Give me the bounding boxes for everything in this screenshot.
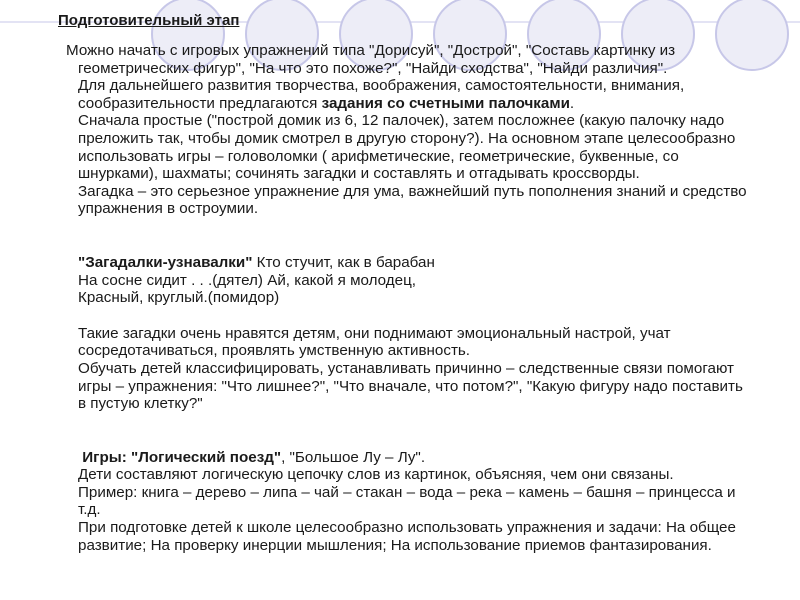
intro-paragraph: Можно начать с игровых упражнений типа "Дорисуй", "Дострой", "Составь картинку из геометрических фигур", "На что это похоже?", "Найди сходства", "Найди различия".: [66, 42, 676, 77]
puzzles-paragraph: Сначала простые ("построй домик из 6, 12 палочек), затем посложнее (какую палочку надо преложить так, чтобы домик смотрел в другую сторону?). На основном этапе целесообразно использовать игры – головоломки ( арифметические, геометрические, буквенные, со шнурками), шахматы; сочинять загадки и составлять и отгадывать кроссворды.: [78, 112, 736, 183]
slide-title: Подготовительный этап: [58, 12, 240, 29]
counting-sticks-paragraph: [78, 77, 748, 112]
school-paragraph: При подготовке детей к школе целесообразно использовать упражнения и задачи: На общее развитие; На проверку инерции мышления; На использование приемов фантазирования.: [78, 519, 736, 554]
classify-paragraph: Обучать детей классифицировать, устанавливать причинно – следственные связи помогают игры – упражнения: "Что лишнее?", "Что вначале, что потом?", "Какую фигуру надо поставить в пустую клетку?": [78, 359, 743, 413]
riddles-title: "Загадалки-узнавалки": [78, 253, 253, 271]
games-title-rest: , "Большое Лу – Лу".: [281, 448, 426, 466]
spacer: [78, 218, 748, 254]
spacer: [78, 307, 748, 325]
riddles-heading-line: [78, 254, 748, 272]
riddle-line-3: Красный, круглый.(помидор): [78, 289, 280, 307]
counting-sticks-emphasis: задания со счетными палочками: [321, 94, 570, 112]
riddle-line-2: На сосне сидит . . .(дятел) Ай, какой я молодец,: [78, 271, 417, 289]
riddles-note: Такие загадки очень нравятся детям, они поднимают эмоциональный настрой, учат сосредотачиваться, проявлять умственную активность.: [78, 324, 671, 360]
riddle-line-1: Кто стучит, как в барабан: [252, 253, 435, 271]
spacer: [78, 413, 748, 449]
games-title: Игры: "Логический поезд": [82, 448, 282, 466]
games-description: Дети составляют логическую цепочку слов из картинок, объясняя, чем они связаны.: [78, 466, 674, 484]
slide-body: [66, 42, 748, 554]
counting-sticks-text: Для дальнейшего развития творчества, воображения, самостоятельности, внимания, сообразительности предлагаются: [78, 77, 685, 112]
example-paragraph: Пример: книга – дерево – липа – чай – стакан – вода – река – камень – башня – принцесса и т.д.: [78, 483, 736, 519]
counting-sticks-end: .: [569, 94, 575, 112]
riddle-value-paragraph: Загадка – это серьезное упражнение для ума, важнейший путь пополнения знаний и средство упражнения в остроумии.: [78, 182, 747, 218]
games-heading-line: [78, 449, 748, 467]
